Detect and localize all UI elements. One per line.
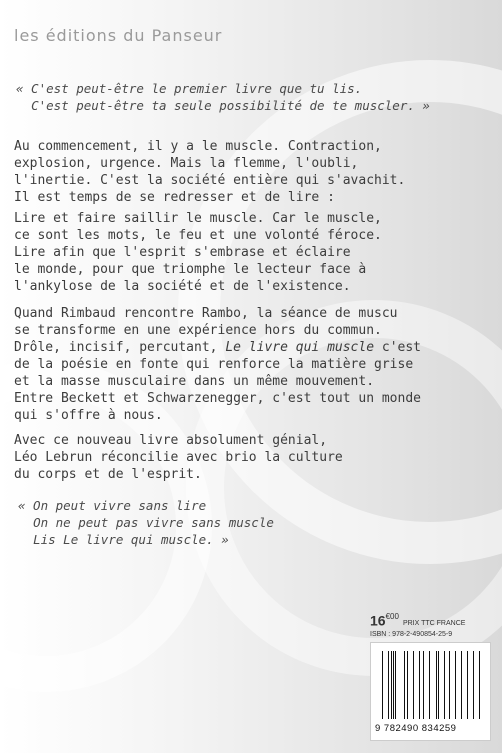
- isbn: ISBN : 978-2-490854-25-9: [370, 631, 453, 638]
- opening-quote: « C'est peut-être le premier livre que tu lis. C'est peut-être ta seule possibilité de te muscler. »: [16, 81, 430, 113]
- book-title-italic: Le livre qui muscle: [225, 340, 375, 355]
- barcode-number: 9 782490 834259: [375, 723, 457, 734]
- price-cents: €00: [385, 612, 399, 621]
- paragraph-4: Avec ce nouveau livre absolument génial, Léo Lebrun réconcilie avec brio la culture du corps et de l'esprit.: [14, 433, 343, 482]
- paragraph-3: [14, 305, 484, 424]
- paragraph-2: Lire et faire saillir le muscle. Car le muscle, ce sont les mots, le feu et une volonté féroce. Lire afin que l'esprit s'embrase et éclaire le monde, pour que triomphe le lecteur face à l'ankylose de la société et de l'existence.: [14, 211, 382, 294]
- barcode: [370, 642, 491, 741]
- price-label: PRIX TTC FRANCE: [402, 620, 466, 628]
- barcode-bars: [379, 651, 482, 719]
- price-amount: 16: [370, 612, 386, 629]
- closing-quote: « On peut vivre sans lire On ne peut pas vivre sans muscle Lis Le livre qui muscle. »: [18, 498, 274, 547]
- price: [370, 612, 465, 630]
- paragraph-3-part-2: c'est de la poésie en fonte qui renforce la matière grise et la masse musculaire dans un même mouvement. Entre Beckett et Schwarzenegger, c'est tout un monde qui s'offre à nous.: [14, 340, 422, 423]
- paragraph-3-part-1: Quand Rimbaud rencontre Rambo, la séance de muscu se transforme en une expérience hors du commun. Drôle, incisif, percutant,: [14, 306, 398, 355]
- paragraph-1: Au commencement, il y a le muscle. Contraction, explosion, urgence. Mais la flemme, l'oubli, l'inertie. C'est la société entière qui s'avachit. Il est temps de se redresser et de lire :: [14, 139, 406, 205]
- publisher-name: les éditions du Panseur: [14, 26, 223, 45]
